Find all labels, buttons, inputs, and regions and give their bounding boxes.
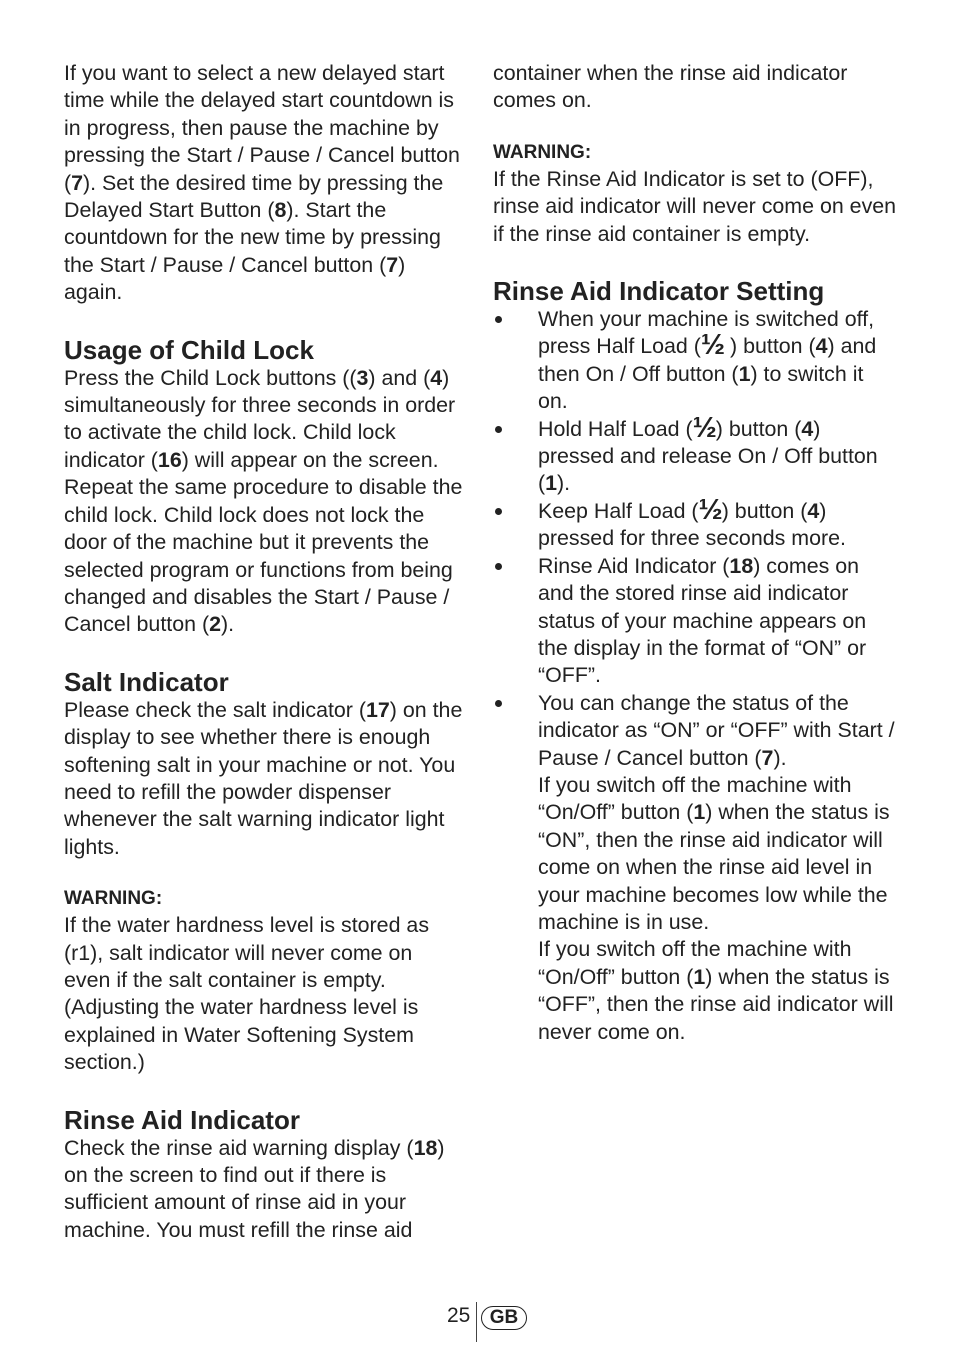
text-run: ) on the screen to find out if there is sufficient amount of rinse aid in your machine. You must refill the rinse aid [64,1135,445,1242]
reference-number: 1 [738,361,751,386]
reference-number: 18 [413,1135,438,1160]
salt-indicator-heading: Salt Indicator [64,666,229,697]
rinse-aid-heading: Rinse Aid Indicator [64,1104,300,1135]
child-lock-section [64,336,464,639]
list-item [493,306,898,416]
rinse-warning-label: WARNING: [493,141,592,163]
text-run: ) simultaneously for three seconds in order to activate the child lock. Child lock indicator ( [64,365,456,472]
half-load-symbol: ½ [692,411,716,444]
text-run: If you switch off the machine with “On/Off” button ( [538,772,852,825]
text-run: When your machine is switched off, press Half Load ( [538,307,875,359]
half-load-symbol: ½ [700,329,725,362]
text-run: ) and ( [368,365,431,390]
text-run: ). [773,745,787,770]
text-run: ). Start the countdown for the new time by pressing the Start / Pause / Cancel button ( [64,198,441,277]
reference-number: 4 [430,365,443,390]
rinse-setting-steps [493,306,898,1046]
child-lock-paragraph [64,365,464,639]
rinse-setting-heading: Rinse Aid Indicator Setting [493,276,825,307]
list-item [493,553,898,690]
text-run: ) when the status is “OFF”, then the rinse aid indicator will never come on. [538,964,894,1044]
text-run: ) and then On / Off button ( [538,334,877,386]
list-item [493,411,898,498]
reference-number: 8 [274,198,287,223]
reference-number: 1 [693,964,706,989]
text-run: If you want to select a new delayed start time while the delayed start countdown is in progress, then pause the machine by pressing the Start / Pause / Cancel button ( [64,61,460,195]
reference-number: 4 [807,498,820,523]
text-run: Please check the salt indicator ( [64,697,366,722]
text-run: ) pressed and release On / Off button ( [538,416,878,496]
reference-number: 7 [761,745,774,770]
text-run: Check the rinse aid warning display ( [64,1135,414,1160]
salt-warning-paragraph: If the water hardness level is stored as (r1), salt indicator will never come on even if the salt container is empty. (Adjusting the water hardness level is explained in Water Softening System section.) [64,913,430,1075]
text-run: ) button ( [715,416,802,441]
text-run: ) again. [64,252,406,305]
half-load-symbol: ½ [698,493,722,526]
list-item [493,690,898,1046]
text-run: Press the Child Lock buttons (( [64,365,357,390]
text-run: Keep Half Load ( [538,498,699,523]
reference-number: 7 [386,252,399,277]
list-item [493,493,898,553]
reference-number: 18 [729,553,754,578]
rinse-aid-paragraph [64,1135,464,1245]
text-run: Rinse Aid Indicator ( [538,553,730,578]
left-column [64,60,464,1244]
right-column [493,60,898,1046]
page-number: 25 [447,1304,471,1327]
text-run: ). Set the desired time by pressing the Delayed Start Button ( [64,170,444,223]
reference-number: 16 [157,447,182,472]
rinse-aid-continued-paragraph: container when the rinse aid indicator comes on. [493,61,848,113]
reference-number: 2 [209,612,221,637]
text-run: ). [220,612,235,637]
salt-indicator-paragraph [64,697,464,861]
footer-divider [476,1302,477,1342]
text-run: Hold Half Load ( [538,416,693,441]
rinse-setting-section [493,277,898,1046]
reference-number: 3 [356,365,369,390]
reference-number: 17 [366,697,390,722]
text-run: ). [557,471,571,496]
reference-number: 4 [801,416,814,441]
text-run: ) when the status is “ON”, then the rinse aid indicator will come on when the rinse aid level in your machine becomes low while the machine is in use. [538,800,890,934]
text-run: ) will appear on the screen. Repeat the same procedure to disable the child lock. Child lock does not lock the door of the machine but it prevents the selected program or functions from being changed and disables the Start / Pause / Cancel button ( [64,447,463,637]
text-run: ) to switch it on. [538,361,864,414]
reference-number: 1 [545,471,558,496]
reference-number: 4 [815,334,828,359]
rinse-aid-section [64,1106,464,1245]
text-run: ) on the display to see whether there is enough softening salt in your machine or not. You need to refill the powder dispenser whenever the salt warning indicator light lights. [64,697,463,859]
text-run: If you switch off the machine with “On/Off” button ( [538,937,852,989]
text-run: ) pressed for three seconds more. [538,498,846,551]
delayed-start-paragraph [64,60,464,307]
reference-number: 1 [693,800,706,825]
reference-number: 7 [71,170,84,195]
salt-warning-label: WARNING: [64,888,163,910]
text-run: ) button ( [721,498,808,523]
text-run: ) button ( [724,334,816,359]
rinse-warning-paragraph: If the Rinse Aid Indicator is set to (OFF), rinse aid indicator will never come on even if the rinse aid container is empty. [493,166,897,246]
text-run: ) comes on and the stored rinse aid indicator status of your machine appears on the display in the format of “ON” or “OFF”. [538,553,867,688]
salt-indicator-section [64,668,464,1077]
text-run: You can change the status of the indicator as “ON” or “OFF” with Start / Pause / Cancel button ( [538,690,895,770]
child-lock-heading: Usage of Child Lock [64,334,314,365]
region-badge: GB [481,1306,527,1330]
